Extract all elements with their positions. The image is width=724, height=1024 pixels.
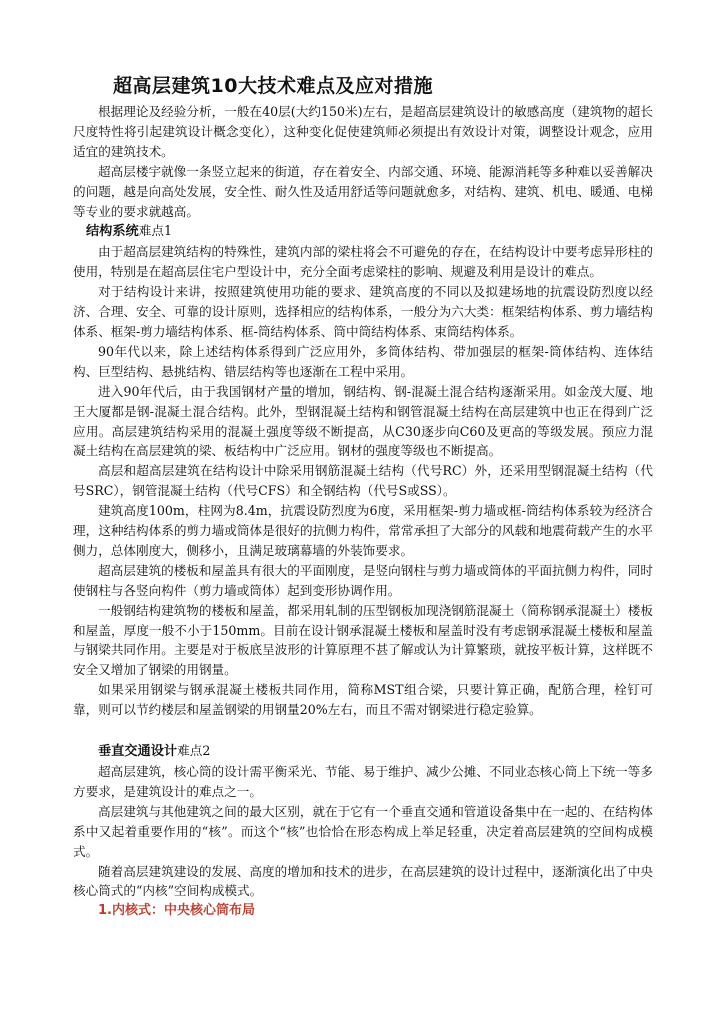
section-label: 垂直交通设计: [98, 744, 178, 760]
body-paragraph: 如果采用钢梁与钢承混凝土楼板共同作用，简称MST组合梁，只要计算正确，配筋合理，栓钉可靠，则可以节约楼层和屋盖钢梁的用钢量20%左右，而且不需对钢梁进行稳定验算。: [73, 682, 653, 718]
body-paragraph: 随着高层建筑建设的发展、高度的增加和技术的进步，在高层建筑的设计过程中，逐渐演化出了中央核心筒式的“内核”空间构成模式。: [73, 863, 653, 899]
body-paragraph: 一般钢结构建筑物的楼板和屋盖，都采用轧制的压型钢板加现浇钢筋混凝土（简称钢承混凝土）楼板和屋盖，厚度一般不小于150mm。目前在设计钢承混凝土楼板和屋盖时没有考虑钢承混凝土楼板和屋盖与钢梁共同作用。主要是对于板底呈波形的计算原理不甚了解或认为计算繁琐，就按平板计算，这样既不安全又增加了钢梁的用钢量。: [73, 602, 653, 678]
section-label: 结构系统: [86, 224, 139, 240]
page-title: 超高层建筑10大技术难点及应对措施: [113, 75, 433, 97]
intro-paragraph: 根据理论及经验分析，一般在40层(大约150米)左右，是超高层建筑设计的敏感高度（建筑物的超长尺度特性将引起建筑设计概念变化），这种变化促使建筑师必须提出有效设计对策，调整设计观念，应用适宜的建筑技术。: [73, 104, 653, 159]
body-paragraph: 超高层建筑，核心筒的设计需平衡采光、节能、易于维护、减少公摊、不同业态核心筒上下统一等多方要求，是建筑设计的难点之一。: [73, 764, 653, 799]
body-paragraph: 由于超高层建筑结构的特殊性，建筑内部的梁柱将会不可避免的存在，在结构设计中要考虑异形柱的使用，特别是在超高层住宅户型设计中，充分全面考虑梁柱的影响、规避及利用是设计的难点。: [73, 244, 653, 280]
section-tag: 难点2: [177, 743, 211, 759]
body-paragraph: 进入90年代后，由于我国钢材产量的增加，钢结构、钢-混凝土混合结构逐渐采用。如金茂大厦、地王大厦都是钢-混凝土混合结构。此外，型钢混凝土结构和钢管混凝土结构在高层建筑中也正在得到广泛应用。高层建筑结构采用的混凝土强度等级不断提高，从C30逐步向C60及更高的等级发展。预应力混凝土结构在高层建筑的梁、板结构中广泛应用。钢材的强度等级也不断提高。: [73, 383, 653, 459]
body-paragraph: 90年代以来，除上述结构体系得到广泛应用外，多筒体结构、带加强层的框架-筒体结构、连体结构、巨型结构、悬挑结构、错层结构等也逐渐在工程中采用。: [73, 343, 653, 379]
subheading-core-layout: 1.内核式：中央核心筒布局: [98, 903, 255, 919]
body-paragraph: 超高层建筑的楼板和屋盖具有很大的平面刚度，是竖向钢柱与剪力墙或筒体的平面抗侧力构件，同时使钢柱与各竖向构件（剪力墙或筒体）起到变形协调作用。: [73, 562, 653, 598]
intro-paragraph: 超高层楼宇就像一条竖立起来的街道，存在着安全、内部交通、环境、能源消耗等多种难以妥善解决的问题，越是向高处发展，安全性、耐久性及适用舒适等问题就愈多，对结构、建筑、机电、暖通、电梯等专业的要求就越高。: [73, 163, 653, 219]
body-paragraph: 高层和超高层建筑在结构设计中除采用钢筋混凝土结构（代号RC）外，还采用型钢混凝土结构（代号SRC），钢管混凝土结构（代号CFS）和全钢结构（代号S或SS）。: [73, 463, 653, 499]
body-paragraph: 建筑高度100m，柱网为8.4m，抗震设防烈度为6度，采用框架-剪力墙或框-筒结构体系较为经济合理，这种结构体系的剪力墙或筒体是很好的抗侧力构件，常常承担了大部分的风载和地震荷载产生的水平侧力，总体刚度大，侧移小，且满足玻璃幕墙的外装饰要求。: [73, 503, 653, 558]
section-heading-structure: [73, 221, 653, 242]
body-paragraph: 对于结构设计来讲，按照建筑使用功能的要求、建筑高度的不同以及拟建场地的抗震设防烈度以经济、合理、安全、可靠的设计原则，选择相应的结构体系，一般分为六大类：框架结构体系、剪力墙结构体系、框架-剪力墙结构体系、框-筒结构体系、筒中筒结构体系、束筒结构体系。: [73, 284, 653, 339]
document-page: [73, 72, 653, 921]
section-heading-vertical-transport: [73, 741, 653, 762]
body-paragraph: 高层建筑与其他建筑之间的最大区别，就在于它有一个垂直交通和管道设备集中在一起的、在结构体系中又起着重要作用的“核”。而这个“核”也恰恰在形态构成上举足轻重，决定着高层建筑的空间构成模式。: [73, 803, 653, 859]
section-tag: 难点1: [138, 223, 172, 239]
